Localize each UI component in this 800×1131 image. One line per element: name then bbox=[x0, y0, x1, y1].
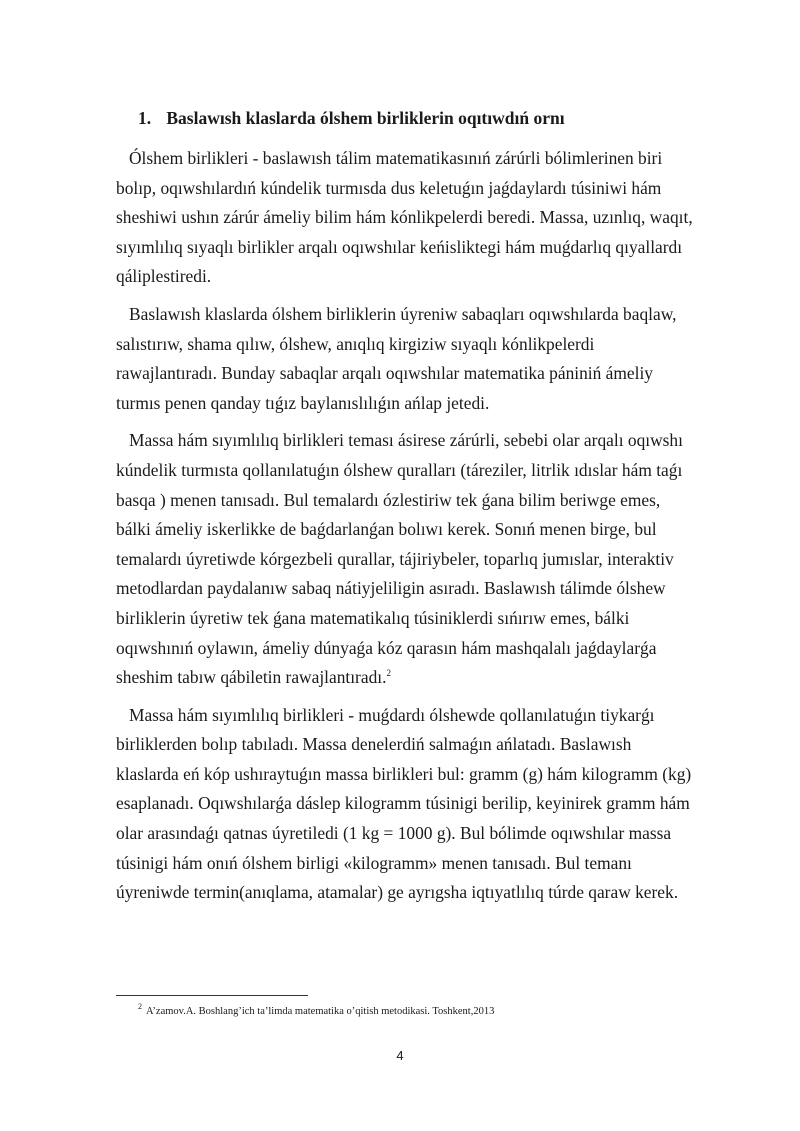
text-line: Baslawısh klaslarda ólshem birliklerin úyreniw sabaqları oqıwshılarda baqlaw, bbox=[129, 303, 677, 324]
text-line: bolıp, oqıwshılardıń kúndelik turmısda dus keletuǵın jaǵdaylardı túsiniwi hám bbox=[116, 177, 662, 198]
text-line: sheshiwi ushın zárúr ámeliy bilim hám kónlikpelerdi beredi. Massa, uzınlıq, waqıt, bbox=[116, 207, 693, 228]
text-line: metodlardan paydalanıw sabaq nátiyjeliligin asıradı. Baslawısh tálimde ólshew bbox=[116, 578, 666, 599]
text-line: turmıs penen qanday tıǵız baylanıslılıǵın ańlap jetedi. bbox=[116, 392, 490, 413]
text-line: birliklerden bolıp tabıladı. Massa denelerdiń salmaǵın ańlatadı. Baslawısh bbox=[116, 734, 632, 755]
text-line: salıstırıw, shama qılıw, ólshew, anıqlıq kirgiziw sıyaqlı kónlikpelerdi bbox=[116, 333, 595, 354]
section-title: Baslawısh klaslarda ólshem birliklerin oqıtıwdıń ornı bbox=[166, 108, 565, 128]
text-line: olar arasındaǵı qatnas úyretiledi (1 kg = 1000 g). Bul bólimde oqıwshılar massa bbox=[116, 823, 672, 844]
text-line: úyreniwde termin(anıqlama, atamalar) ge ayrıgsha iqtıyatlılıq túrde qaraw kerek. bbox=[116, 882, 679, 903]
text-line bbox=[116, 663, 756, 693]
text-line: kúndelik turmısta qollanılatuǵın ólshew quralları (táreziler, litrlik ıdıslar hám taǵı bbox=[116, 459, 683, 480]
footnote-reference[interactable]: 2 bbox=[386, 668, 391, 679]
section-number: 1. bbox=[138, 108, 152, 128]
text-line: Massa hám sıyımlılıq birlikleri - muǵdardı ólshewde qollanılatuǵın tiykarǵı bbox=[129, 704, 655, 725]
text-line: rawajlantıradı. Bunday sabaqlar arqalı oqıwshılar matematika pániniń ámeliy bbox=[116, 363, 653, 384]
text-line: temalardı úyretiwde kórgezbeli qurallar, tájiriybeler, toparlıq jumıslar, interaktiv bbox=[116, 548, 674, 569]
text-line: basqa ) menen tanısadı. Bul temalardı ózlestiriw tek ǵana bilim beriwge emes, bbox=[116, 489, 661, 510]
footnote bbox=[138, 1004, 494, 1020]
footnote-number: 2 bbox=[138, 1002, 142, 1011]
text-line-content: sheshim tabıw qábiletin rawajlantıradı. bbox=[116, 667, 387, 688]
paragraph-1 bbox=[116, 144, 756, 292]
body-text bbox=[116, 144, 756, 908]
text-line: klaslarda eń kóp ushıraytuǵın massa birlikleri bul: gramm (g) hám kilogramm (kg) bbox=[116, 763, 692, 784]
text-line: esaplanadı. Oqıwshılarǵa dáslep kilogramm túsinigi berilip, keyinirek gramm hám bbox=[116, 793, 690, 814]
page-number: 4 bbox=[396, 1048, 404, 1063]
text-line: túsinigi hám onıń ólshem birligi «kilogramm» menen tanısadı. Bul temanı bbox=[116, 852, 632, 873]
section-heading bbox=[138, 106, 738, 130]
text-line: oqıwshınıń oylawın, ámeliy dúnyaǵa kóz qarasın hám mashqalalı jaǵdaylarǵa bbox=[116, 637, 657, 658]
text-line: sıyımlılıq sıyaqlı birlikler arqalı oqıwshılar keńisliktegi hám muǵdarlıq qıyallardı bbox=[116, 236, 683, 257]
text-line: Massa hám sıyımlılıq birlikleri teması ásirese zárúrli, sebebi olar arqalı oqıwshı bbox=[129, 430, 683, 451]
paragraph-2 bbox=[116, 300, 756, 418]
text-line: bálki ámeliy iskerlikke de baǵdarlanǵan bolıwı kerek. Sonıń menen birge, bul bbox=[116, 519, 657, 540]
footnote-separator bbox=[116, 995, 308, 996]
paragraph-3 bbox=[116, 426, 756, 692]
paragraph-4 bbox=[116, 701, 756, 908]
text-line: birliklerin úyretiw tek ǵana matematikalıq túsiniklerdi sıńırıw emes, bálki bbox=[116, 607, 630, 628]
text-line: qáliplestiredi. bbox=[116, 266, 212, 287]
text-line: Ólshem birlikleri - baslawısh tálim matematikasınıń zárúrli bólimlerinen biri bbox=[129, 148, 663, 168]
footnote-text: A’zamov.A. Boshlang’ich ta’limda matematika o’qitish metodikasi. Toshkent,2013 bbox=[146, 1006, 495, 1017]
